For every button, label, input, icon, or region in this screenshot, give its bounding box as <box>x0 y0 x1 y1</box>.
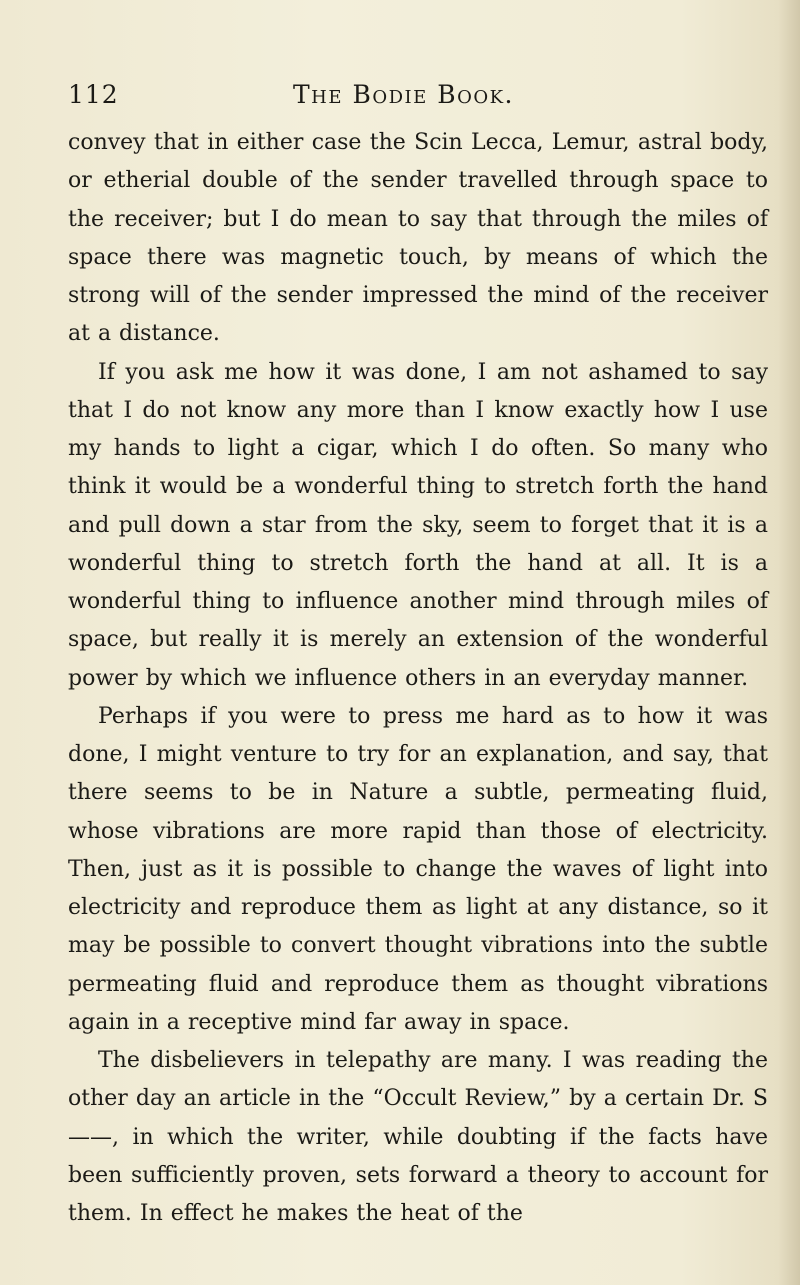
paragraph: Perhaps if you were to press me hard as to how it was done, I might venture to try for an explanation, and say, that there seems to be in Nature a subtle, permeating fluid, whose vibrations are more rapid than those of electricity. Then, just as it is possible to change the waves of light into electricity and reproduce them as light at any distance, so it may be possible to convert thought vibrations into the subtle permeating fluid and reproduce them as thought vibrations again in a receptive mind far away in space. <box>68 703 768 1035</box>
page-number: 112 <box>68 80 119 109</box>
paragraph: If you ask me how it was done, I am not ashamed to say that I do not know any more than I know exactly how I use my hands to light a cigar, which I do often. So many who think it would be a wonderful thing to stretch forth the hand and pull down a star from the sky, seem to forget that it is a wonderful thing to stretch forth the hand at all. It is a wonderful thing to influence another mind through miles of space, but really it is merely an extension of the wonderful power by which we influence others in an everyday manner. <box>68 359 768 691</box>
running-title: The Bodie Book. <box>293 80 514 109</box>
paragraph-continued: convey that in either case the Scin Lecca, Lemur, astral body, or etherial double of the sender travelled through space to the receiver; but I do mean to say that through the miles of space there was magnetic touch, by means of which the strong will of the sender impressed the mind of the receiver at a distance. <box>68 130 768 347</box>
paragraph: The disbelievers in telepathy are many. I was reading the other day an article in the “Occult Review,” by a certain Dr. S——, in which the writer, while doubting if the facts have been sufficiently proven, sets forward a theory to account for them. In effect he makes the heat of the <box>68 1048 768 1226</box>
page-edge-shadow <box>778 0 800 1285</box>
page-header <box>68 80 768 120</box>
body-text <box>68 124 768 1233</box>
